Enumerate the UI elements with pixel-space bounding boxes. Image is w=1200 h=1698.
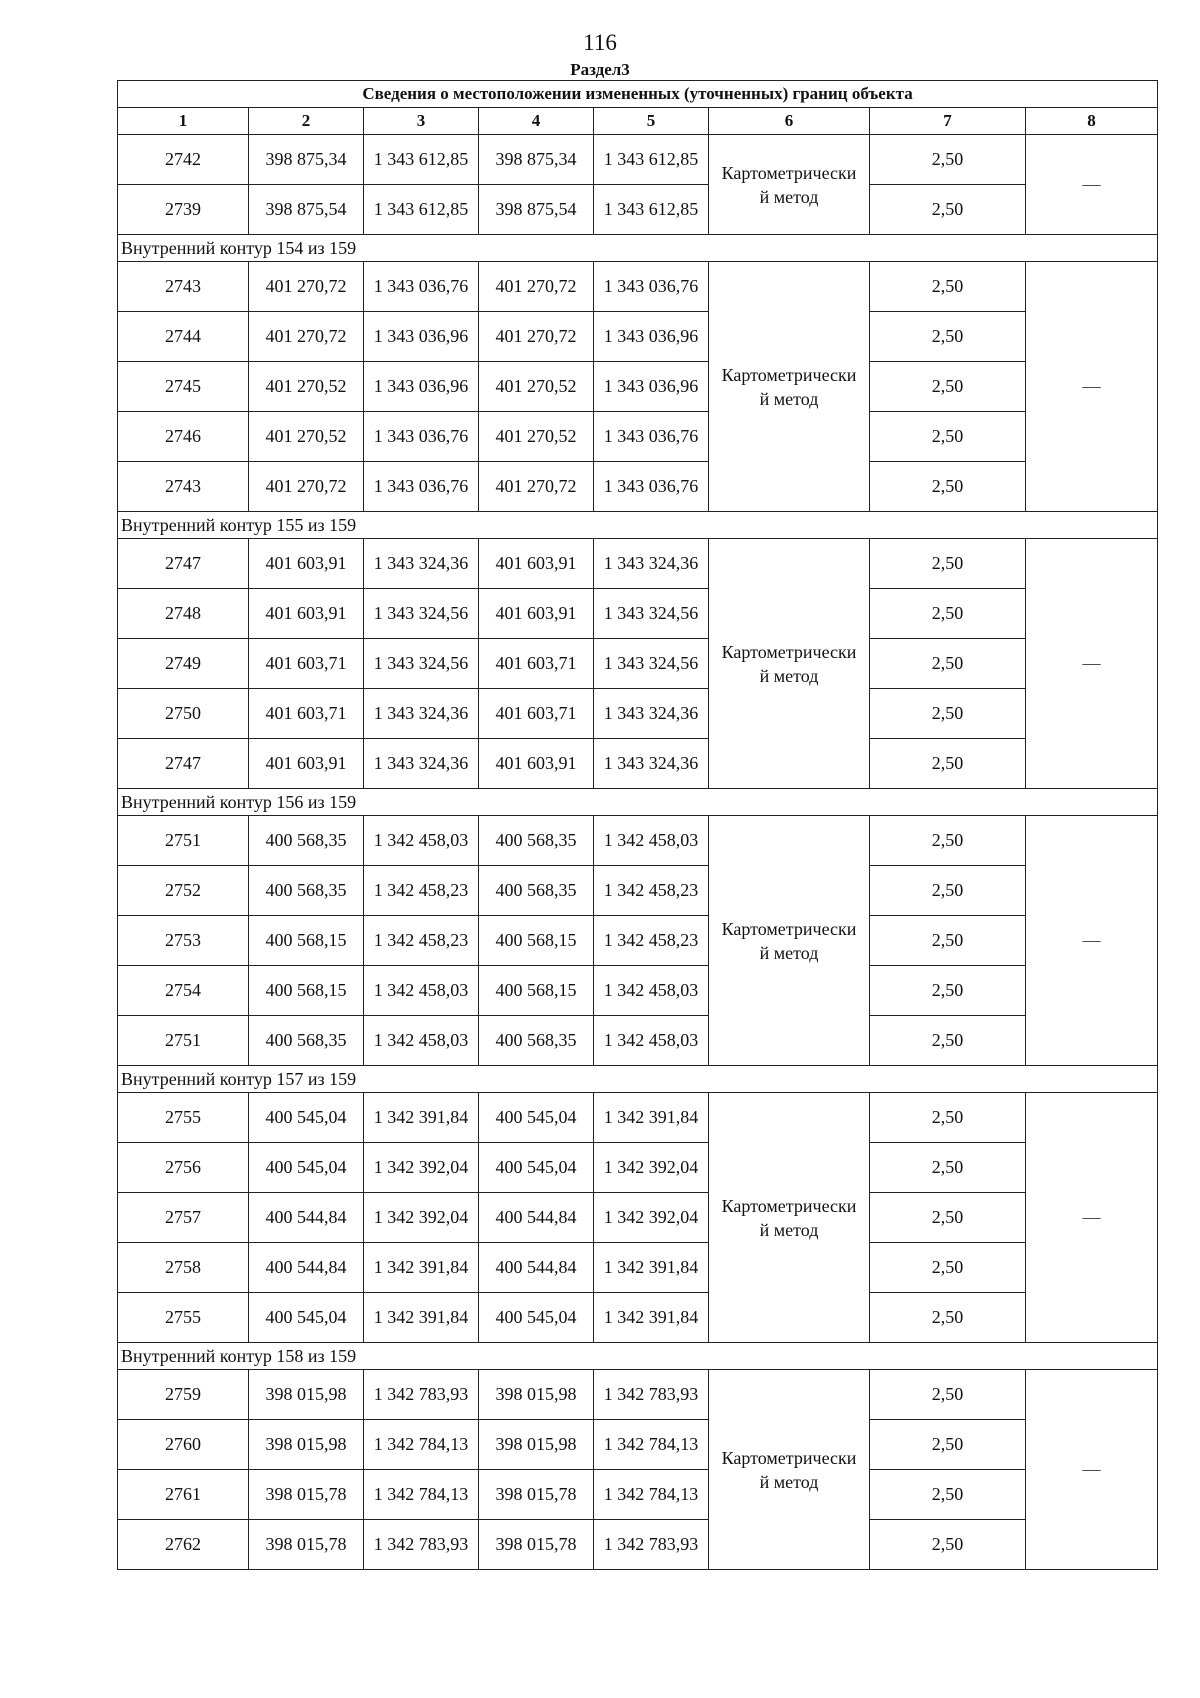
y-existing-cell: 1 342 458,23 <box>364 866 479 916</box>
accuracy-cell: 2,50 <box>870 135 1026 185</box>
point-number-cell: 2747 <box>118 539 249 589</box>
accuracy-cell: 2,50 <box>870 185 1026 235</box>
x-new-cell: 401 270,72 <box>479 462 594 512</box>
x-new-cell: 398 015,78 <box>479 1470 594 1520</box>
contour-heading-row <box>118 1066 1158 1093</box>
table-row <box>118 1420 1158 1470</box>
contour-heading-row <box>118 789 1158 816</box>
description-cell: — <box>1026 539 1158 789</box>
x-existing-cell: 400 545,04 <box>249 1093 364 1143</box>
y-existing-cell: 1 342 783,93 <box>364 1370 479 1420</box>
point-number-cell: 2758 <box>118 1243 249 1293</box>
accuracy-cell: 2,50 <box>870 866 1026 916</box>
y-existing-cell: 1 342 391,84 <box>364 1293 479 1343</box>
y-new-cell: 1 343 612,85 <box>594 135 709 185</box>
x-existing-cell: 401 270,72 <box>249 262 364 312</box>
accuracy-cell: 2,50 <box>870 589 1026 639</box>
x-existing-cell: 398 015,78 <box>249 1520 364 1570</box>
table-row <box>118 916 1158 966</box>
y-new-cell: 1 343 036,96 <box>594 312 709 362</box>
header-row <box>118 108 1158 135</box>
method-line-1: Картометрически <box>721 1447 857 1468</box>
x-existing-cell: 401 603,91 <box>249 539 364 589</box>
x-new-cell: 400 568,15 <box>479 966 594 1016</box>
method-cell <box>709 1370 870 1570</box>
table-row <box>118 639 1158 689</box>
column-header: 7 <box>870 108 1026 135</box>
y-existing-cell: 1 343 036,76 <box>364 462 479 512</box>
x-new-cell: 400 568,35 <box>479 1016 594 1066</box>
x-new-cell: 401 270,72 <box>479 312 594 362</box>
table-row <box>118 539 1158 589</box>
method-cell <box>709 539 870 789</box>
table-row <box>118 739 1158 789</box>
point-number-cell: 2743 <box>118 262 249 312</box>
y-new-cell: 1 342 458,03 <box>594 1016 709 1066</box>
table-row <box>118 1093 1158 1143</box>
y-existing-cell: 1 343 324,36 <box>364 689 479 739</box>
column-header: 4 <box>479 108 594 135</box>
accuracy-cell: 2,50 <box>870 639 1026 689</box>
method-line-1: Картометрически <box>721 918 857 939</box>
table-row <box>118 1193 1158 1243</box>
x-new-cell: 400 544,84 <box>479 1193 594 1243</box>
point-number-cell: 2762 <box>118 1520 249 1570</box>
accuracy-cell: 2,50 <box>870 816 1026 866</box>
x-existing-cell: 398 875,34 <box>249 135 364 185</box>
y-existing-cell: 1 342 784,13 <box>364 1420 479 1470</box>
point-number-cell: 2739 <box>118 185 249 235</box>
contour-heading: Внутренний контур 156 из 159 <box>118 789 1158 816</box>
column-header: 6 <box>709 108 870 135</box>
accuracy-cell: 2,50 <box>870 916 1026 966</box>
y-new-cell: 1 343 324,56 <box>594 639 709 689</box>
x-new-cell: 398 015,98 <box>479 1420 594 1470</box>
y-existing-cell: 1 343 036,96 <box>364 312 479 362</box>
table-row <box>118 589 1158 639</box>
accuracy-cell: 2,50 <box>870 1520 1026 1570</box>
table-row <box>118 135 1158 185</box>
contour-heading-row <box>118 512 1158 539</box>
y-new-cell: 1 342 458,23 <box>594 866 709 916</box>
y-existing-cell: 1 343 324,36 <box>364 539 479 589</box>
table-row <box>118 312 1158 362</box>
x-existing-cell: 400 568,35 <box>249 816 364 866</box>
accuracy-cell: 2,50 <box>870 362 1026 412</box>
accuracy-cell: 2,50 <box>870 1143 1026 1193</box>
table-row <box>118 412 1158 462</box>
x-new-cell: 401 603,91 <box>479 589 594 639</box>
method-line-2: й метод <box>759 1219 819 1240</box>
x-new-cell: 400 545,04 <box>479 1093 594 1143</box>
x-existing-cell: 400 544,84 <box>249 1243 364 1293</box>
y-new-cell: 1 342 783,93 <box>594 1520 709 1570</box>
column-header: 3 <box>364 108 479 135</box>
table-row <box>118 462 1158 512</box>
x-new-cell: 398 015,98 <box>479 1370 594 1420</box>
point-number-cell: 2744 <box>118 312 249 362</box>
x-new-cell: 398 015,78 <box>479 1520 594 1570</box>
x-new-cell: 400 544,84 <box>479 1243 594 1293</box>
y-existing-cell: 1 342 392,04 <box>364 1193 479 1243</box>
y-new-cell: 1 343 612,85 <box>594 185 709 235</box>
accuracy-cell: 2,50 <box>870 1093 1026 1143</box>
x-new-cell: 400 568,35 <box>479 866 594 916</box>
y-new-cell: 1 343 324,36 <box>594 739 709 789</box>
accuracy-cell: 2,50 <box>870 312 1026 362</box>
point-number-cell: 2757 <box>118 1193 249 1243</box>
table-row <box>118 262 1158 312</box>
x-existing-cell: 401 603,71 <box>249 689 364 739</box>
y-new-cell: 1 342 783,93 <box>594 1370 709 1420</box>
table-row <box>118 185 1158 235</box>
point-number-cell: 2749 <box>118 639 249 689</box>
table-row <box>118 966 1158 1016</box>
y-existing-cell: 1 342 784,13 <box>364 1470 479 1520</box>
x-new-cell: 401 603,71 <box>479 639 594 689</box>
x-existing-cell: 398 015,98 <box>249 1370 364 1420</box>
point-number-cell: 2746 <box>118 412 249 462</box>
x-existing-cell: 401 270,52 <box>249 412 364 462</box>
x-new-cell: 401 603,91 <box>479 539 594 589</box>
table-caption-row <box>118 81 1158 108</box>
x-existing-cell: 401 270,72 <box>249 312 364 362</box>
method-line-1: Картометрически <box>721 162 857 183</box>
description-cell: — <box>1026 1093 1158 1343</box>
y-existing-cell: 1 343 612,85 <box>364 135 479 185</box>
y-new-cell: 1 343 324,36 <box>594 689 709 739</box>
accuracy-cell: 2,50 <box>870 1243 1026 1293</box>
x-new-cell: 400 568,35 <box>479 816 594 866</box>
description-cell: — <box>1026 262 1158 512</box>
contour-heading: Внутренний контур 158 из 159 <box>118 1343 1158 1370</box>
method-line-2: й метод <box>759 1471 819 1492</box>
x-existing-cell: 400 568,35 <box>249 1016 364 1066</box>
table-row <box>118 362 1158 412</box>
table-row <box>118 1243 1158 1293</box>
y-new-cell: 1 343 036,76 <box>594 262 709 312</box>
table-row <box>118 1520 1158 1570</box>
table-row <box>118 1370 1158 1420</box>
method-line-1: Картометрически <box>721 1195 857 1216</box>
table-row <box>118 689 1158 739</box>
x-existing-cell: 400 545,04 <box>249 1293 364 1343</box>
accuracy-cell: 2,50 <box>870 1370 1026 1420</box>
accuracy-cell: 2,50 <box>870 1016 1026 1066</box>
column-header: 2 <box>249 108 364 135</box>
y-existing-cell: 1 343 612,85 <box>364 185 479 235</box>
point-number-cell: 2751 <box>118 1016 249 1066</box>
point-number-cell: 2756 <box>118 1143 249 1193</box>
x-new-cell: 401 603,71 <box>479 689 594 739</box>
point-number-cell: 2745 <box>118 362 249 412</box>
point-number-cell: 2743 <box>118 462 249 512</box>
method-line-2: й метод <box>759 186 819 207</box>
accuracy-cell: 2,50 <box>870 1193 1026 1243</box>
x-new-cell: 398 875,54 <box>479 185 594 235</box>
y-existing-cell: 1 343 036,76 <box>364 262 479 312</box>
column-header: 5 <box>594 108 709 135</box>
point-number-cell: 2752 <box>118 866 249 916</box>
point-number-cell: 2760 <box>118 1420 249 1470</box>
y-existing-cell: 1 342 458,03 <box>364 816 479 866</box>
accuracy-cell: 2,50 <box>870 689 1026 739</box>
x-existing-cell: 398 015,98 <box>249 1420 364 1470</box>
contour-heading: Внутренний контур 154 из 159 <box>118 235 1158 262</box>
accuracy-cell: 2,50 <box>870 412 1026 462</box>
y-existing-cell: 1 342 392,04 <box>364 1143 479 1193</box>
x-new-cell: 400 545,04 <box>479 1143 594 1193</box>
point-number-cell: 2755 <box>118 1093 249 1143</box>
y-existing-cell: 1 342 458,03 <box>364 1016 479 1066</box>
y-new-cell: 1 342 391,84 <box>594 1243 709 1293</box>
x-existing-cell: 398 015,78 <box>249 1470 364 1520</box>
x-existing-cell: 401 603,91 <box>249 739 364 789</box>
y-existing-cell: 1 343 036,76 <box>364 412 479 462</box>
y-new-cell: 1 342 458,03 <box>594 966 709 1016</box>
description-cell: — <box>1026 816 1158 1066</box>
x-new-cell: 401 270,52 <box>479 362 594 412</box>
accuracy-cell: 2,50 <box>870 1470 1026 1520</box>
method-cell <box>709 816 870 1066</box>
x-existing-cell: 398 875,54 <box>249 185 364 235</box>
description-cell: — <box>1026 1370 1158 1570</box>
point-number-cell: 2742 <box>118 135 249 185</box>
page-number: 116 <box>583 30 617 55</box>
y-existing-cell: 1 342 458,23 <box>364 916 479 966</box>
accuracy-cell: 2,50 <box>870 1293 1026 1343</box>
x-new-cell: 401 270,52 <box>479 412 594 462</box>
x-existing-cell: 401 603,71 <box>249 639 364 689</box>
point-number-cell: 2748 <box>118 589 249 639</box>
y-new-cell: 1 342 784,13 <box>594 1470 709 1520</box>
y-existing-cell: 1 343 036,96 <box>364 362 479 412</box>
x-new-cell: 400 568,15 <box>479 916 594 966</box>
y-new-cell: 1 342 391,84 <box>594 1293 709 1343</box>
y-new-cell: 1 343 324,56 <box>594 589 709 639</box>
table-row <box>118 1143 1158 1193</box>
y-new-cell: 1 343 036,76 <box>594 462 709 512</box>
column-header: 8 <box>1026 108 1158 135</box>
description-cell: — <box>1026 135 1158 235</box>
point-number-cell: 2759 <box>118 1370 249 1420</box>
table-row <box>118 1470 1158 1520</box>
y-new-cell: 1 342 458,03 <box>594 816 709 866</box>
column-header: 1 <box>118 108 249 135</box>
method-line-1: Картометрически <box>721 364 857 385</box>
point-number-cell: 2751 <box>118 816 249 866</box>
x-existing-cell: 400 545,04 <box>249 1143 364 1193</box>
table-row <box>118 866 1158 916</box>
method-line-2: й метод <box>759 942 819 963</box>
y-new-cell: 1 343 036,96 <box>594 362 709 412</box>
table-row <box>118 1016 1158 1066</box>
x-existing-cell: 400 568,15 <box>249 966 364 1016</box>
x-existing-cell: 400 544,84 <box>249 1193 364 1243</box>
accuracy-cell: 2,50 <box>870 539 1026 589</box>
point-number-cell: 2761 <box>118 1470 249 1520</box>
accuracy-cell: 2,50 <box>870 739 1026 789</box>
y-new-cell: 1 343 324,36 <box>594 539 709 589</box>
contour-heading-row <box>118 1343 1158 1370</box>
y-new-cell: 1 342 784,13 <box>594 1420 709 1470</box>
y-existing-cell: 1 342 458,03 <box>364 966 479 1016</box>
x-existing-cell: 401 603,91 <box>249 589 364 639</box>
method-cell <box>709 135 870 235</box>
contour-heading: Внутренний контур 155 из 159 <box>118 512 1158 539</box>
point-number-cell: 2750 <box>118 689 249 739</box>
y-new-cell: 1 342 392,04 <box>594 1193 709 1243</box>
point-number-cell: 2753 <box>118 916 249 966</box>
x-existing-cell: 401 270,72 <box>249 462 364 512</box>
accuracy-cell: 2,50 <box>870 1420 1026 1470</box>
x-existing-cell: 400 568,35 <box>249 866 364 916</box>
x-new-cell: 398 875,34 <box>479 135 594 185</box>
method-line-2: й метод <box>759 665 819 686</box>
y-new-cell: 1 342 458,23 <box>594 916 709 966</box>
point-number-cell: 2755 <box>118 1293 249 1343</box>
y-existing-cell: 1 343 324,56 <box>364 639 479 689</box>
contour-heading: Внутренний контур 157 из 159 <box>118 1066 1158 1093</box>
table-row <box>118 816 1158 866</box>
y-existing-cell: 1 342 783,93 <box>364 1520 479 1570</box>
contour-heading-row <box>118 235 1158 262</box>
y-new-cell: 1 342 392,04 <box>594 1143 709 1193</box>
x-existing-cell: 401 270,52 <box>249 362 364 412</box>
x-new-cell: 401 270,72 <box>479 262 594 312</box>
y-existing-cell: 1 343 324,56 <box>364 589 479 639</box>
point-number-cell: 2747 <box>118 739 249 789</box>
y-existing-cell: 1 342 391,84 <box>364 1093 479 1143</box>
accuracy-cell: 2,50 <box>870 462 1026 512</box>
table-caption: Сведения о местоположении измененных (уточненных) границ объекта <box>118 81 1158 108</box>
method-cell <box>709 1093 870 1343</box>
x-existing-cell: 400 568,15 <box>249 916 364 966</box>
x-new-cell: 401 603,91 <box>479 739 594 789</box>
accuracy-cell: 2,50 <box>870 262 1026 312</box>
y-existing-cell: 1 342 391,84 <box>364 1243 479 1293</box>
section-title: Раздел3 <box>570 60 630 79</box>
accuracy-cell: 2,50 <box>870 966 1026 1016</box>
y-new-cell: 1 343 036,76 <box>594 412 709 462</box>
method-line-2: й метод <box>759 388 819 409</box>
boundary-table <box>117 80 1158 1570</box>
y-existing-cell: 1 343 324,36 <box>364 739 479 789</box>
table-row <box>118 1293 1158 1343</box>
x-new-cell: 400 545,04 <box>479 1293 594 1343</box>
y-new-cell: 1 342 391,84 <box>594 1093 709 1143</box>
method-cell <box>709 262 870 512</box>
point-number-cell: 2754 <box>118 966 249 1016</box>
method-line-1: Картометрически <box>721 641 857 662</box>
